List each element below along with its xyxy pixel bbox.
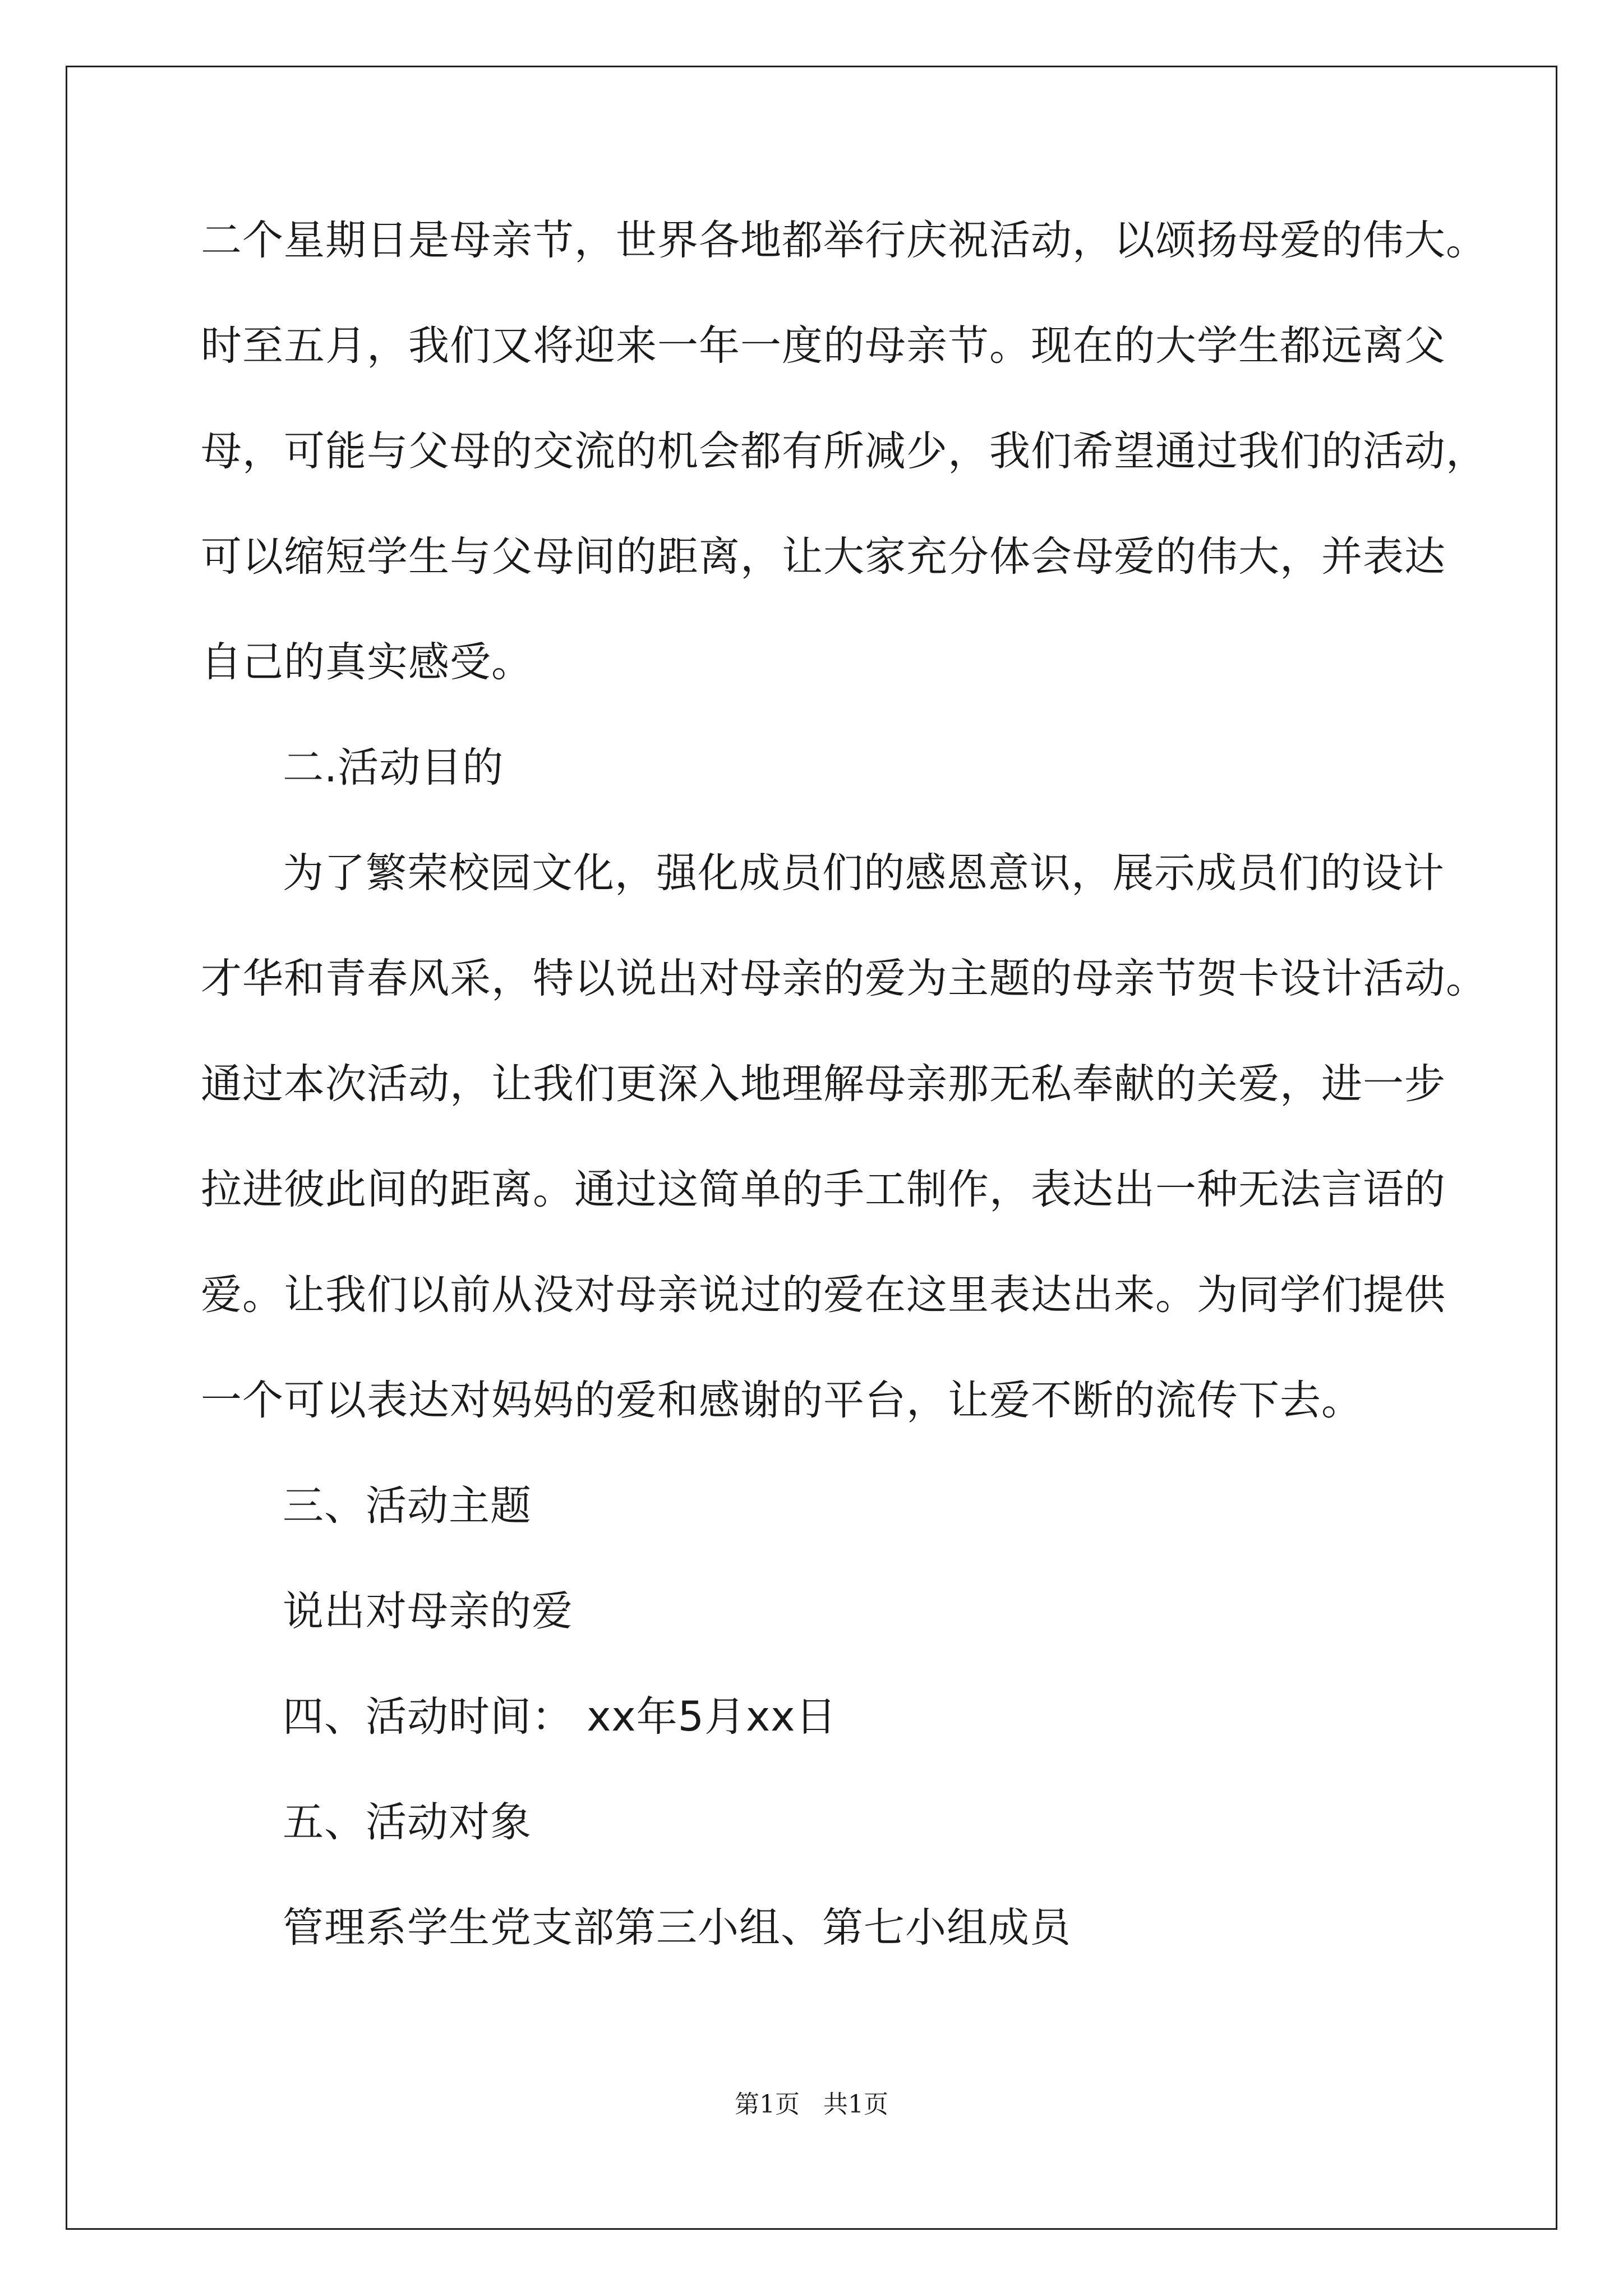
- paragraph-line: 通过本次活动，让我们更深入地理解母亲那无私奉献的关爱，进一步: [201, 1060, 1446, 1108]
- section-heading: 四、活动时间： xx年5月xx日: [283, 1693, 837, 1741]
- paragraph-line: 爱。让我们以前从没对母亲说过的爱在这里表达出来。为同学们提供: [201, 1271, 1446, 1319]
- section-heading: 三、活动主题: [283, 1482, 532, 1530]
- paragraph-line: 时至五月，我们又将迎来一年一度的母亲节。现在的大学生都远离父: [201, 322, 1446, 370]
- paragraph-line: 才华和青春风采，特以说出对母亲的爱为主题的母亲节贺卡设计活动。: [201, 955, 1487, 1002]
- paragraph-line: 管理系学生党支部第三小组、第七小组成员: [283, 1904, 1071, 1952]
- document-body: [201, 208, 1487, 2000]
- section-heading: 五、活动对象: [283, 1798, 532, 1846]
- paragraph-line: 自己的真实感受。: [201, 638, 533, 686]
- paragraph-line: 为了繁荣校园文化，强化成员们的感恩意识，展示成员们的设计: [283, 849, 1445, 897]
- paragraph-line: 母，可能与父母的交流的机会都有所减少，我们希望通过我们的活动，: [201, 427, 1487, 475]
- section-heading: 二.活动目的: [283, 744, 504, 792]
- paragraph-line: 一个可以表达对妈妈的爱和感谢的平台，让爱不断的流传下去。: [201, 1377, 1363, 1424]
- page-number-footer: 第1页 共1页: [735, 2090, 888, 2119]
- paragraph-line: 可以缩短学生与父母间的距离，让大家充分体会母爱的伟大，并表达: [201, 533, 1446, 581]
- paragraph-line: 二个星期日是母亲节，世界各地都举行庆祝活动，以颂扬母爱的伟大。: [201, 217, 1487, 264]
- paragraph-line: 拉进彼此间的距离。通过这简单的手工制作，表达出一种无法言语的: [201, 1166, 1446, 1213]
- paragraph-line: 说出对母亲的爱: [283, 1588, 573, 1635]
